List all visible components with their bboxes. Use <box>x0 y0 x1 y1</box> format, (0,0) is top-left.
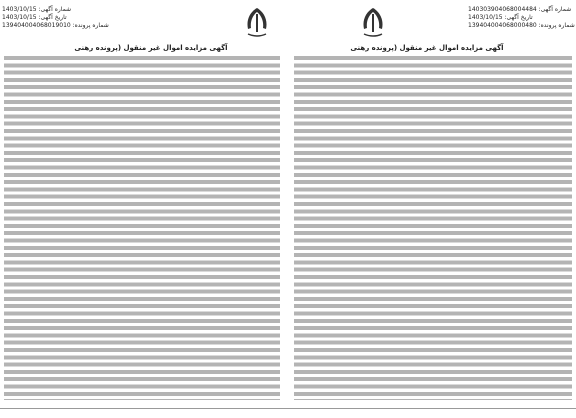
left-header-date: تاریخ آگهی: 1403/10/15 <box>2 14 67 21</box>
right-header-date: تاریخ آگهی: 1403/10/15 <box>468 14 533 21</box>
left-header-number: شماره آگهی: 1403/10/15 <box>2 6 72 13</box>
right-notice-title: آگهی مزایده اموال غیر منقول (پرونده رهنی <box>350 44 504 52</box>
right-notice-text-lines <box>294 56 572 400</box>
left-header-file: شماره پرونده: 139404004068019010 <box>2 22 109 29</box>
left-emblem-icon <box>236 2 278 42</box>
right-header-number: شماره آگهی: 140303904068004484 <box>468 6 572 13</box>
left-notice-text-lines <box>4 56 280 400</box>
right-emblem-icon <box>352 2 394 42</box>
right-header-file: شماره پرونده: 139404004068000480 <box>468 22 575 29</box>
left-notice-body <box>4 56 280 400</box>
footer-divider <box>0 408 576 409</box>
left-notice-title: آگهی مزایده اموال غیر منقول (پرونده رهنی <box>74 44 228 52</box>
right-notice-body <box>294 56 572 400</box>
